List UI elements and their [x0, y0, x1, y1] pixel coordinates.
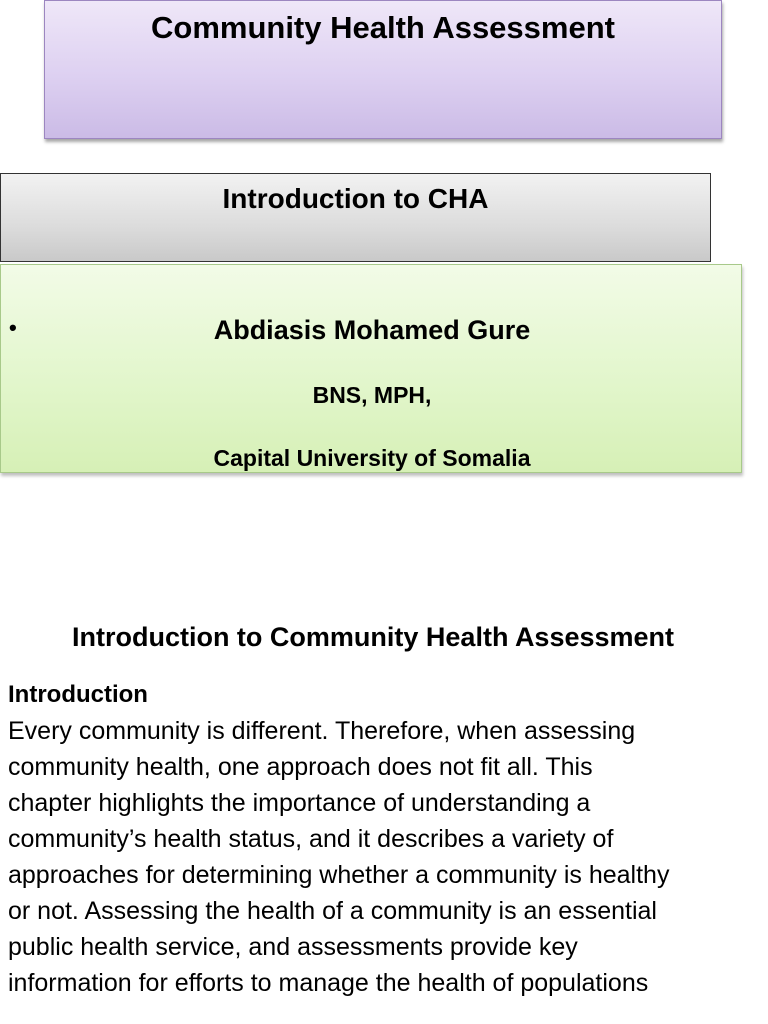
slide-subtitle: Introduction to CHA: [222, 183, 489, 214]
slide-subtitle-box: [0, 173, 711, 262]
paragraph-line: information for efforts to manage the health of populations: [8, 969, 649, 997]
paragraph-line: approaches for determining whether a community is healthy: [8, 861, 670, 889]
paragraph-line: or not. Assessing the health of a community is an essential: [8, 897, 657, 925]
slide-title: Community Health Assessment: [151, 10, 615, 45]
author-info-box: [0, 264, 742, 473]
bullet-marker: •: [9, 315, 17, 340]
paragraph-line: Every community is different. Therefore, when assessing: [8, 717, 636, 745]
paragraph-line: public health service, and assessments provide key: [8, 933, 578, 961]
author-credentials: BNS, MPH,: [312, 382, 432, 408]
slide-title-box: [44, 0, 722, 139]
paragraph-line: chapter highlights the importance of understanding a: [8, 789, 591, 817]
paragraph-line: community’s health status, and it describes a variety of: [8, 825, 614, 853]
intro-paragraph: [8, 713, 760, 1001]
author-name: Abdiasis Mohamed Gure: [213, 315, 531, 345]
paragraph-line: community health, one approach does not fit all. This: [8, 753, 593, 781]
author-institution: Capital University of Somalia: [213, 445, 531, 471]
section-heading: Introduction to Community Health Assessment: [71, 622, 675, 652]
intro-subheading: Introduction: [8, 681, 148, 708]
